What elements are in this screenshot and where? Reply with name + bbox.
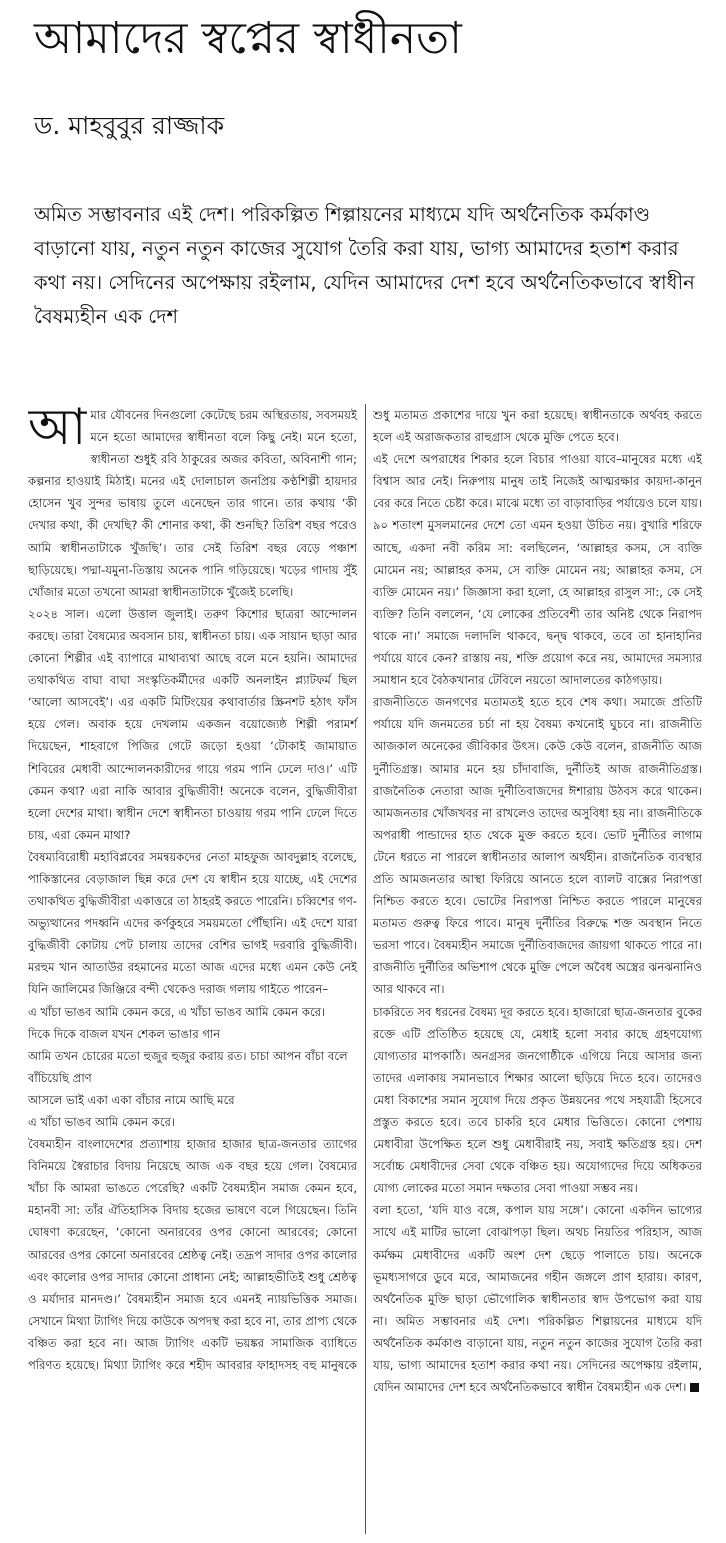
body-paragraph-1-text: মার যৌবনের দিনগুলো কেটেছে চরম অস্থিরতায়, সবসময়ই মনে হতো আমাদের স্বাধীনতা বলে কিছু নেই। মনে হতো, স্বাধীনতা শুধুই রবি ঠাকুরের অজর কবিতা, অবিনাশী গান; কল্পনার হাওয়াই মিঠাই। মনের এই দোলাচাল জনপ্রিয় কণ্ঠশিল্পী হায়দার হোসেন খুব সুন্দর ভাষায় তুলে এনেছেন তার গানে। তার কথায় ‘কী দেখার কথা, কী দেখছি? কী শোনার কথা, কী শুনছি? তিরিশ বছর পরেও আমি স্বাধীনতাটাকে খুঁজছি’। তার সেই তিরিশ বছর বেড়ে পঞ্চাশ ছাড়িয়েছে। পদ্মা-যমুনা-তিস্তায় অনেক পানি গড়িয়েছে। খড়ের গাদায় সুঁই খোঁজার মতো তখনো আমরা স্বাধীনতাটাকে খুঁজেই চলেছি। bbox=[28, 408, 357, 599]
article-body bbox=[28, 404, 702, 1534]
body-paragraph-8 bbox=[373, 1199, 702, 1398]
body-paragraph-5: এই দেশে অপরাধের শিকার হলে বিচার পাওয়া যাবে–মানুষের মধ্যে এই বিশ্বাস আর নেই। নিরুপায় মানুষ তাই নিজেই আত্মরক্ষার কায়দা-কানুন বের করে নিতে চেষ্টা করে। মাঝে মধ্যে তা বাড়াবাড়ির পর্যায়েও চলে যায়। ৯০ শতাংশ মুসলমানের দেশে তো এমন হওয়া উচিত নয়। বুখারি শরিফে আছে, একদা নবী করিম সা: বলছিলেন, ‘আল্লাহর কসম, সে ব্যক্তি মোমেন নয়; আল্লাহর কসম, সে ব্যক্তি মোমেন নয়; আল্লাহর কসম, সে ব্যক্তি মোমেন নয়।’ জিজ্ঞাসা করা হলো, হে আল্লাহর রাসুল সা:, কে সেই ব্যক্তি? তিনি বললেন, ‘যে লোকের প্রতিবেশী তার অনিষ্ট থেকে নিরাপদ থাকে না।’ সমাজে দলাদলি থাকবে, দ্বন্দ্ব থাকবে, তবে তা হানাহানির পর্যায়ে যাবে কেন? রাস্তায় নয়, শক্তি প্রয়োগ করে নয়, আমাদের সমস্যার সমাধান হবে বৈঠকখানার টেবিলে নয়তো আদালতের কাঠগড়ায়। bbox=[373, 452, 702, 688]
body-paragraph-6: রাজনীতিতে জনগণের মতামতই হতে হবে শেষ কথা। সমাজে প্রতিটি পর্যায়ে যদি জনমতের চর্চা না হয় বৈষম্য কখনোই ঘুচবে না। রাজনীতি আজকাল অনেকের জীবিকার উৎস। কেউ কেউ বলেন, রাজনীতি আজ দুর্নীতিগ্রস্ত। আমার মনে হয় চাঁদাবাজি, দুর্নীতিই আজ রাজনীতিগ্রস্ত। রাজনৈতিক নেতারা আজ দুর্নীতিবাজদের ঈশারায় উঠবস করে থাকেন। আমজনতার খোঁজখবর না রাখলেও তাদের অসুবিধা হয় না। রাজনীতিকে অপরাধী পান্ডাদের হাত থেকে মুক্ত করতে হবে। ভোট দুর্নীতির লাগাম টেনে ধরতে না পারলে স্বাধীনতার আলাপ অর্থহীন। রাজনৈতিক ব্যবস্থার প্রতি আমজনতার আস্থা ফিরিয়ে আনতে হলে ব্যালট বাক্সের নিরাপত্তা নিশ্চিত করতে হবে। ভোটের নিরাপত্তা নিশ্চিত করতে পারলে মানুষের মতামত গুরুত্ব ফিরে পাবে। মানুষ দুর্নীতির বিরুদ্ধে শক্ত অবস্থান নিতে ভরসা পাবে। বৈষম্যহীন সমাজে দুর্নীতিবাজদের জায়গা থাকতে পারে না। রাজনীতি দুর্নীতির অভিশাপ থেকে মুক্তি পেলে অবৈধ অস্ত্রের ঝনঝনানিও আর থাকবে না। bbox=[373, 695, 702, 997]
end-of-article-mark bbox=[690, 1383, 699, 1392]
song-line-2: দিকে দিকে বাজল যখন শেকল ভাঙার গান bbox=[28, 1026, 221, 1041]
song-line-5: এ খাঁচা ভাঙব আমি কেমন করে। bbox=[28, 1115, 175, 1129]
song-line-1: এ খাঁচা ভাঙব আমি কেমন করে, এ খাঁচা ভাঙব আমি কেমন করে। bbox=[28, 1004, 326, 1019]
body-paragraph-8-text: বলা হতো, ‘যদি যাও বঙ্গে, কপাল যায় সঙ্গে’। কোনো একদিন ভাগ্যের সাথে এই মাটির ভালো বোঝাপড়া ছিল। অথচ নিয়তির পরিহাস, আজ কর্মক্ষম মেধাবীদের একটি অংশ দেশ ছেড়ে পালাতে চায়। অনেকে ভূমধ্যসাগরে ডুবে মরে, আমাজনের গহীন জঙ্গলে প্রাণ হারায়। কারণ, অর্থনৈতিক মুক্তি ছাড়া ভৌগোলিক স্বাধীনতার স্বাদ উপভোগ করা যায় না। অমিত সম্ভাবনার এই দেশ। পরিকল্পিত শিল্পায়নের মাধ্যমে যদি অর্থনৈতিক কর্মকাণ্ড বাড়ানো যায়, নতুন নতুন কাজের সুযোগ তৈরি করা যায়, ভাগ্য আমাদের হতাশ করার কথা নয়। সেদিনের অপেক্ষায় রইলাম, যেদিন আমাদের দেশ হবে অর্থনৈতিকভাবে স্বাধীন বৈষম্যহীন এক দেশ। bbox=[373, 1203, 702, 1395]
body-paragraph-4: বৈষম্যহীন বাংলাদেশের প্রত্যাশায় হাজার হাজার ছাত্র-জনতার ত্যাগের বিনিময়ে স্বৈরাচার বিদায় নিয়েছে আজ এক বছর হয়ে গেল। বৈষম্যের খাঁচা কি আমরা ভাঙতে পেরেছি? একটি বৈষম্যহীন সমাজ কেমন হবে, মহানবী সা: তাঁর ঐতিহাসিক বিদায় হজের ভাষণে বলে গিয়েছেন। তিনি ঘোষণা করেছেন, ‘কোনো অনারবের ওপর কোনো আরবের; কোনো আরবের ওপর কোনো অনারবের শ্রেষ্ঠত্ব নেই। তদ্রূপ সাদার ওপর কালোর এবং কালোর ওপর সাদার কোনো প্রাধান্য নেই; আল্লাহভীতিই শুধু শ্রেষ্ঠত্ব ও মর্যাদার মানদণ্ড।’ বৈষম্যহীন সমাজ হবে এমনই ন্যায়ভিত্তিক সমাজ। সেখানে মিথ্যা ট্যাগিং দিয়ে কাউকে অপদস্থ করা হবে না, তার প্রাপ্য থেকে বঞ্চিত করা হবে না। আজ ট্যাগিং একটি ভয়ঙ্কর সামাজিক ব্যাধিতে পরিণত হয়েছে। মিথ্যা ট্যাগিং করে শহীদ আবরার ফাহাদসহ বহু মানুষকে শুধু মতামত প্রকাশের দায়ে খুন করা হয়েছে। স্বাধীনতাকে অর্থবহ করতে হলে এই অরাজকতার রাহুগ্রাস থেকে মুক্তি পেতে হবে। bbox=[28, 408, 702, 1373]
body-paragraph-3: বৈষম্যবিরোধী মহাবিপ্লবের সমন্বয়কদের নেতা মাহফুজ আবদুল্লাহ বলেছে, পাকিস্তানের বেড়াজাল ছিন্ন করে দেশ যে স্বাধীন হয়ে যাচ্ছে, এই দেশের তথাকথিত বুদ্ধিজীবীরা একাত্তরে তা ঠাহরই করতে পারেনি। চব্বিশের গণ-অভ্যুত্থানের পদধ্বনি এদের কর্ণকুহরে সময়মতো পৌঁছানি। এই দেশে যারা বুদ্ধিজীবী কোটায় পেট চালায় তাদের বেশির ভাগই দরবারি বুদ্ধিজীবী। মরহুম খান আতাউর রহমানের মতো আজ এদের মধ্যে এমন কেউ নেই যিনি জালিমের জিঞ্জিরে বন্দী থেকেও দরাজ গলায় গাইতে পারেন– bbox=[28, 849, 357, 997]
article-headline: আমাদের স্বপ্নের স্বাধীনতা bbox=[34, 13, 462, 64]
body-paragraph-1 bbox=[28, 404, 357, 603]
drop-cap: আ bbox=[28, 404, 87, 456]
body-paragraph-2: ২০২৪ সাল। এলো উত্তাল জুলাই। তরুণ কিশোর ছাত্ররা আন্দোলন করছে। তারা বৈষম্যের অবসান চায়, স্বাধীনতা চায়। এক সায়ান ছাড়া আর কোনো শিল্পীর এই ব্যাপারে মাথাব্যথা আছে বলে মনে হয়নি। আমাদের তথাকথিত বাঘা বাঘা সংস্কৃতিকর্মীদের একটি অনলাইন প্ল্যাটফর্ম ছিল ‘আলো আসবেই’। এর একটি মিটিংয়ের কথাবার্তার স্ক্রিনশট হঠাৎ ফাঁস হয়ে গেল। অবাক হয়ে দেখলাম একজন বয়োজ্যেষ্ঠ শিল্পী পরামর্শ দিয়েছেন, শাহবাগে পিজির গেটে জড়ো হওয়া ‘টোকাই জামায়াত শিবিরের মেধাবী আন্দোলনকারীদের গায়ে গরম পানি ঢেলে দাও।’ এটি কেমন কথা? এরা নাকি আবার বুদ্ধিজীবী! অনেকে বলেন, বুদ্ধিজীবীরা হলো দেশের মাথা। স্বাধীন দেশে স্বাধীনতা চাওয়ায় গরম পানি ঢেলে দিতে চায়, এরা কেমন মাথা? bbox=[28, 606, 357, 842]
author-byline: ড. মাহবুবুর রাজ্জাক bbox=[34, 111, 225, 140]
body-paragraph-7: চাকরিতে সব ধরনের বৈষম্য দূর করতে হবে। হাজারো ছাত্র-জনতার বুকের রক্তে এটি প্রতিষ্ঠিত হয়েছে যে, মেধাই হলো সবার কাছে গ্রহণযোগ্য যোগ্যতার মাপকাঠি। অনগ্রসর জনগোষ্ঠীকে এগিয়ে নিয়ে আসার জন্য তাদের এলাকায় সমানভাবে শিক্ষার আলো ছড়িয়ে দিতে হবে। তাদেরও মেধা বিকাশের সমান সুযোগ দিয়ে প্রকৃত উন্নয়নের পথে সহযাত্রী হিসেবে প্রস্তুত করতে হবে। তবে চাকরি হবে মেধার ভিত্তিতে। কোনো পেশায় মেধাবীরা উপেক্ষিত হলে শুধু মেধাবীরাই নয়, সবাই ক্ষতিগ্রস্ত হয়। দেশ সর্বোচ্চ মেধাবীদের সেবা থেকে বঞ্চিত হয়। অযোগ্যদের দিয়ে অধিকতর যোগ্য লোকের মতো সমান দক্ষতার সেবা পাওয়া সম্ভব নয়। bbox=[373, 1004, 702, 1196]
song-line-3: আমি তখন চোরের মতো হুজুর হুজুর করায় রত। চাচা আপন বাঁচা বলে বাঁচিয়েছি প্রাণ bbox=[28, 1048, 348, 1085]
song-line-4: আসলে ভাই একা একা বাঁচার নামে আছি মরে bbox=[28, 1092, 235, 1107]
article-standfirst: অমিত সম্ভাবনার এই দেশ। পরিকল্পিত শিল্পায়নের মাধ্যমে যদি অর্থনৈতিক কর্মকাণ্ড বাড়ানো যায়, নতুন নতুন কাজের সুযোগ তৈরি করা যায়, ভাগ্য আমাদের হতাশ করার কথা নয়। সেদিনের অপেক্ষায় রইলাম, যেদিন আমাদের দেশ হবে অর্থনৈতিকভাবে স্বাধীন বৈষম্যহীন এক দেশ bbox=[34, 203, 695, 328]
